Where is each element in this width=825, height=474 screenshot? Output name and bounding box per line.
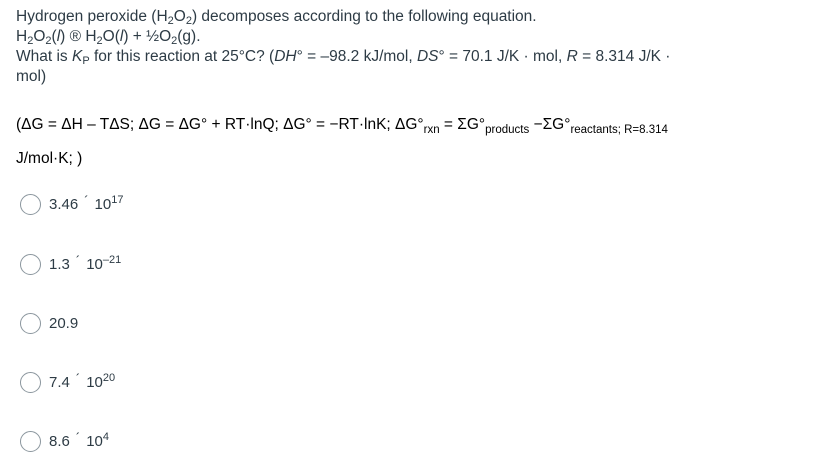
italic-text: l: [56, 28, 61, 45]
answer-option-4[interactable]: [20, 369, 115, 395]
answer-label: [49, 252, 122, 273]
question-text: ) ® H: [60, 28, 97, 45]
times-symbol: ´: [75, 252, 81, 268]
radio-button[interactable]: [20, 194, 41, 215]
formula-text: = ΣG°: [439, 116, 486, 133]
answer-exponent: 17: [111, 193, 124, 206]
subscript: 2: [167, 15, 174, 27]
question-text: ) + ½O: [123, 28, 172, 45]
formula-text: −ΣG°: [529, 116, 571, 133]
radio-button[interactable]: [20, 254, 41, 275]
subscript: P: [82, 55, 90, 67]
subscript: products: [485, 124, 530, 136]
question-text: O: [33, 28, 46, 45]
answer-exponent: 20: [102, 371, 116, 384]
question-line-4: mol): [16, 68, 47, 85]
question-text: for this reaction at 25°C? (: [89, 48, 275, 65]
italic-text: l: [119, 28, 124, 45]
subscript: 2: [27, 35, 34, 47]
question-stem: [16, 7, 806, 87]
question-text: O(: [102, 28, 120, 45]
answer-mantissa: 3.46: [49, 195, 79, 213]
subscript: reactants; R=8.314: [570, 124, 668, 136]
times-symbol: ´: [75, 370, 81, 386]
answer-option-3[interactable]: [20, 310, 78, 336]
italic-text: DH: [274, 48, 297, 65]
radio-button[interactable]: [20, 313, 41, 334]
formula-line-2: J/mol·K; ): [16, 150, 83, 167]
answer-exponent: –21: [102, 253, 122, 266]
question-text: ° = –98.2 kJ/mol,: [296, 48, 417, 65]
answer-label: [49, 429, 110, 450]
italic-text: DS: [416, 48, 439, 65]
times-symbol: ´: [75, 429, 81, 445]
italic-text: R: [566, 48, 578, 65]
answer-option-5[interactable]: [20, 428, 109, 454]
answer-exponent: 4: [102, 430, 110, 443]
question-text: ° = 70.1 J/K · mol,: [438, 48, 567, 65]
answer-option-2[interactable]: [20, 251, 121, 277]
italic-text: K: [71, 48, 83, 65]
radio-button[interactable]: [20, 372, 41, 393]
answer-base: 10: [94, 195, 112, 213]
answer-base: 10: [86, 432, 103, 450]
question-text: O: [173, 8, 186, 25]
question-text: H: [16, 28, 28, 45]
formula-hint: [16, 113, 806, 169]
question-line-3: [16, 47, 806, 67]
answer-option-1[interactable]: [20, 191, 123, 217]
question-text: ) decomposes according to the following equation.: [191, 8, 537, 25]
times-symbol: ´: [84, 192, 89, 208]
question-text: (g).: [177, 28, 201, 45]
question-text: What is: [16, 48, 72, 65]
answer-label: [49, 192, 124, 213]
subscript: rxn: [423, 124, 440, 136]
subscript: 2: [96, 35, 103, 47]
answer-base: 10: [86, 373, 103, 391]
answer-label: 20.9: [49, 314, 79, 332]
subscript: 2: [45, 35, 52, 47]
answer-label: [49, 370, 116, 391]
subscript: 2: [185, 15, 192, 27]
answer-mantissa: 7.4: [49, 373, 70, 391]
subscript: 2: [171, 35, 178, 47]
answer-base: 10: [86, 255, 103, 273]
question-equation: [16, 27, 806, 47]
formula-line-1: [16, 113, 806, 137]
radio-button[interactable]: [20, 431, 41, 452]
question-text: = 8.314 J/K ·: [577, 48, 671, 65]
question-text: (: [51, 28, 57, 45]
answer-mantissa: 8.6: [49, 432, 70, 450]
answer-mantissa: 1.3: [49, 255, 70, 273]
question-line-1: [16, 7, 806, 27]
formula-text: (ΔG = ΔH – TΔS; ΔG = ΔG° + RT·lnQ; ΔG° = −RT·lnK; ΔG°: [16, 116, 424, 133]
question-text: Hydrogen peroxide (H: [16, 8, 168, 25]
